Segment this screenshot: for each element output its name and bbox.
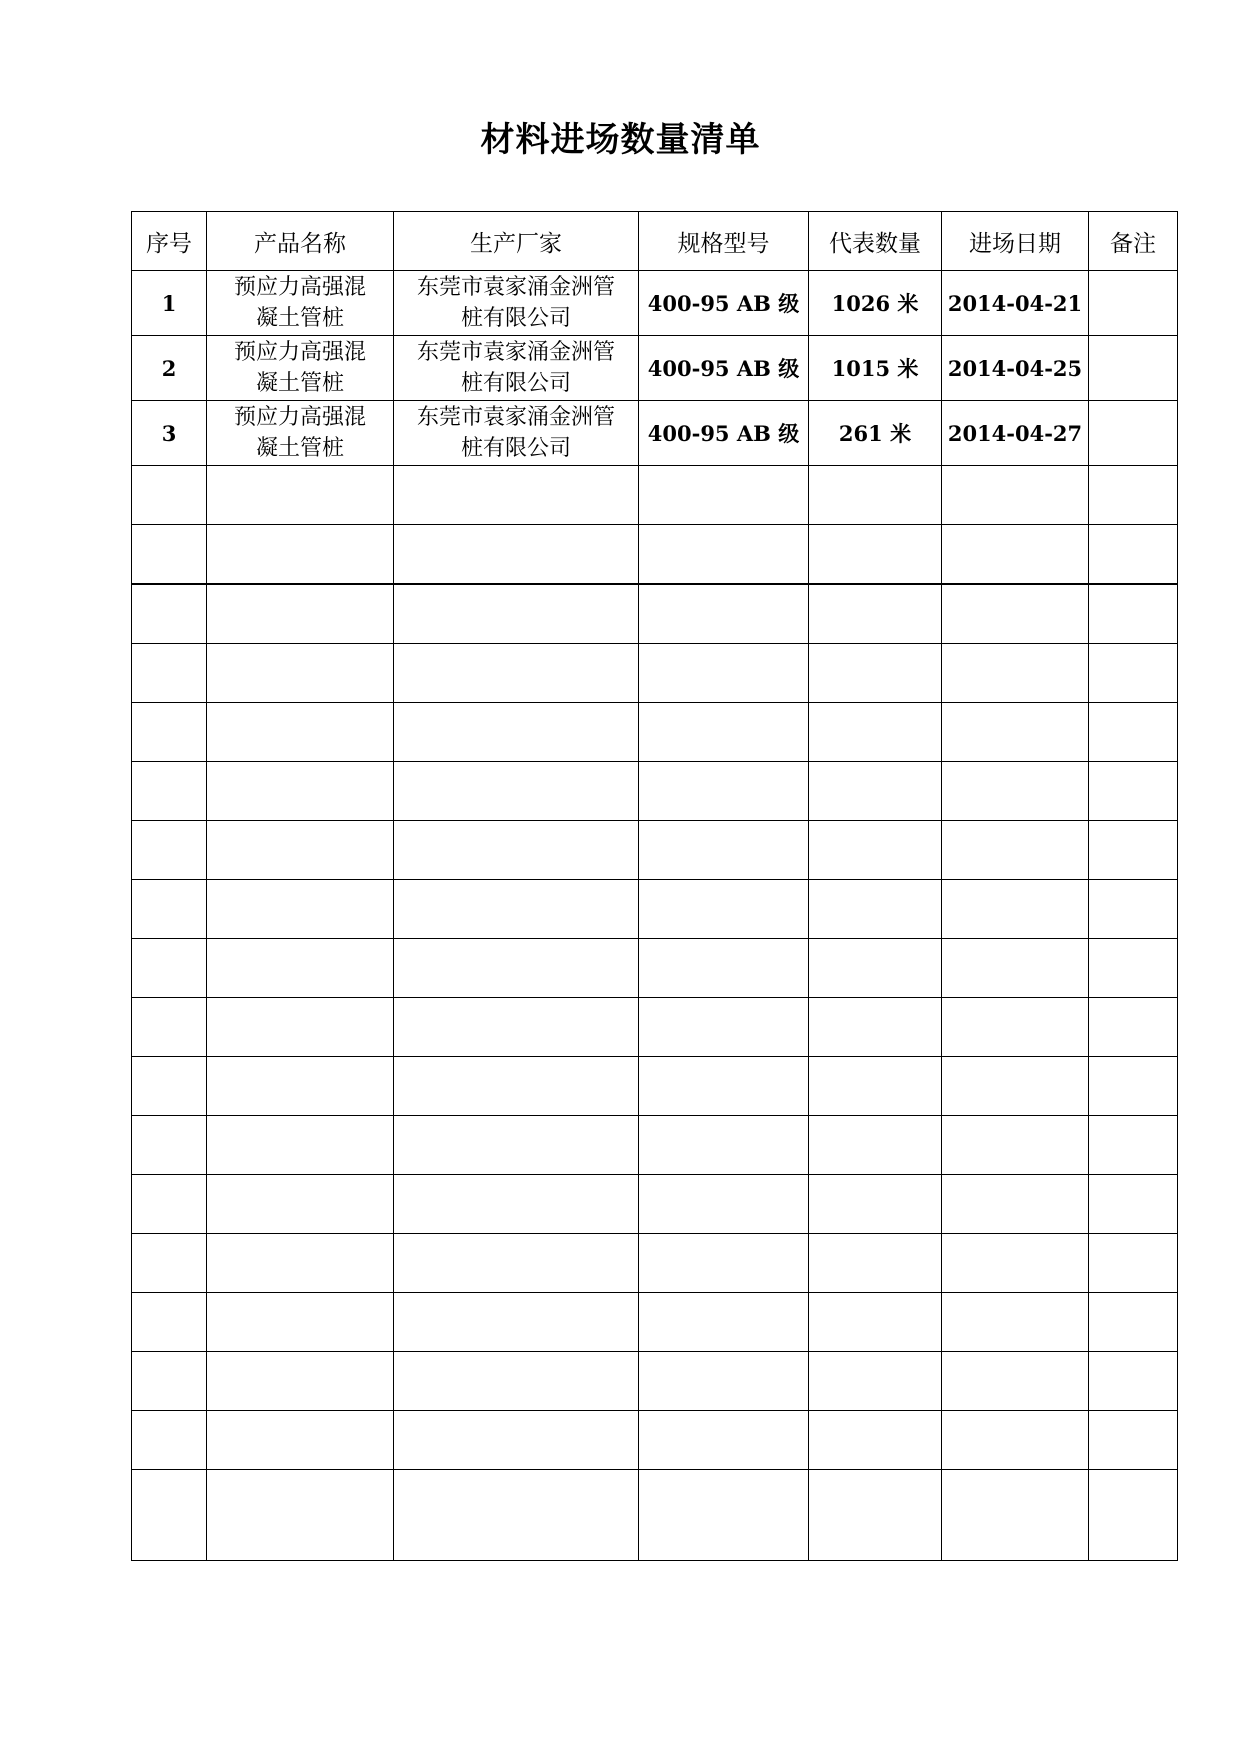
header-quantity: 代表数量 xyxy=(809,212,942,271)
empty-cell xyxy=(207,644,394,703)
empty-cell xyxy=(809,1470,942,1561)
empty-cell xyxy=(809,762,942,821)
empty-cell xyxy=(394,525,639,585)
cell-remark xyxy=(1089,336,1178,401)
empty-table-row xyxy=(132,584,1178,644)
empty-cell xyxy=(1089,939,1178,998)
empty-cell xyxy=(1089,525,1178,585)
empty-cell xyxy=(132,1411,207,1470)
empty-cell xyxy=(809,998,942,1057)
empty-cell xyxy=(809,1352,942,1411)
empty-cell xyxy=(207,762,394,821)
cell-date: 2014-04-25 xyxy=(942,336,1089,401)
empty-cell xyxy=(942,1470,1089,1561)
empty-cell xyxy=(639,1411,809,1470)
empty-cell xyxy=(132,1057,207,1116)
empty-table-row xyxy=(132,1116,1178,1175)
empty-cell xyxy=(639,762,809,821)
empty-cell xyxy=(207,1175,394,1234)
header-remark: 备注 xyxy=(1089,212,1178,271)
empty-cell xyxy=(207,1352,394,1411)
empty-cell xyxy=(132,584,207,644)
empty-table-row xyxy=(132,1352,1178,1411)
cell-remark xyxy=(1089,271,1178,336)
empty-cell xyxy=(394,1293,639,1352)
empty-cell xyxy=(809,821,942,880)
cell-index: 1 xyxy=(132,271,207,336)
empty-cell xyxy=(394,644,639,703)
table-row xyxy=(132,271,1178,336)
empty-cell xyxy=(809,644,942,703)
empty-table-row xyxy=(132,1411,1178,1470)
header-row xyxy=(132,212,1178,271)
cell-spec: 400-95 AB 级 xyxy=(639,271,809,336)
cell-remark xyxy=(1089,401,1178,466)
empty-cell xyxy=(207,466,394,525)
empty-table-row xyxy=(132,466,1178,525)
empty-cell xyxy=(809,1057,942,1116)
empty-cell xyxy=(639,1234,809,1293)
cell-product-text: 预应力高强混凝土管桩 xyxy=(233,405,366,461)
empty-cell xyxy=(207,1411,394,1470)
empty-table-row xyxy=(132,644,1178,703)
empty-cell xyxy=(394,821,639,880)
empty-cell xyxy=(132,525,207,585)
empty-cell xyxy=(132,1470,207,1561)
empty-cell xyxy=(207,880,394,939)
empty-cell xyxy=(207,703,394,762)
empty-cell xyxy=(1089,1293,1178,1352)
empty-cell xyxy=(942,1411,1089,1470)
empty-table-row xyxy=(132,998,1178,1057)
empty-cell xyxy=(207,998,394,1057)
empty-cell xyxy=(207,525,394,585)
empty-cell xyxy=(132,1175,207,1234)
empty-cell xyxy=(394,466,639,525)
empty-cell xyxy=(942,1175,1089,1234)
empty-cell xyxy=(809,1293,942,1352)
empty-cell xyxy=(1089,1234,1178,1293)
empty-cell xyxy=(639,821,809,880)
empty-cell xyxy=(809,880,942,939)
empty-cell xyxy=(132,1116,207,1175)
cell-product xyxy=(207,401,394,466)
empty-cell xyxy=(809,1411,942,1470)
header-product-name: 产品名称 xyxy=(207,212,394,271)
empty-cell xyxy=(207,1234,394,1293)
empty-cell xyxy=(207,1116,394,1175)
cell-quantity: 1026 米 xyxy=(809,271,942,336)
header-index: 序号 xyxy=(132,212,207,271)
empty-cell xyxy=(207,584,394,644)
empty-cell xyxy=(809,466,942,525)
empty-cell xyxy=(942,1057,1089,1116)
empty-cell xyxy=(1089,998,1178,1057)
empty-cell xyxy=(132,1293,207,1352)
header-manufacturer: 生产厂家 xyxy=(394,212,639,271)
empty-table-row xyxy=(132,880,1178,939)
empty-cell xyxy=(639,466,809,525)
empty-cell xyxy=(942,1116,1089,1175)
empty-cell xyxy=(942,1234,1089,1293)
empty-table-row xyxy=(132,821,1178,880)
empty-cell xyxy=(207,1470,394,1561)
empty-table-row xyxy=(132,525,1178,585)
empty-cell xyxy=(639,1057,809,1116)
cell-quantity: 1015 米 xyxy=(809,336,942,401)
empty-cell xyxy=(639,880,809,939)
empty-cell xyxy=(639,584,809,644)
cell-product xyxy=(207,271,394,336)
cell-quantity: 261 米 xyxy=(809,401,942,466)
empty-cell xyxy=(942,821,1089,880)
empty-cell xyxy=(132,939,207,998)
cell-product-text: 预应力高强混凝土管桩 xyxy=(233,275,366,331)
empty-cell xyxy=(942,525,1089,585)
empty-cell xyxy=(394,584,639,644)
empty-table-row xyxy=(132,1057,1178,1116)
cell-manufacturer xyxy=(394,336,639,401)
cell-product xyxy=(207,336,394,401)
empty-cell xyxy=(394,1411,639,1470)
empty-cell xyxy=(394,762,639,821)
empty-cell xyxy=(132,703,207,762)
cell-date: 2014-04-21 xyxy=(942,271,1089,336)
empty-cell xyxy=(942,644,1089,703)
empty-cell xyxy=(1089,1411,1178,1470)
empty-cell xyxy=(1089,466,1178,525)
empty-cell xyxy=(1089,1470,1178,1561)
cell-manufacturer xyxy=(394,271,639,336)
cell-index: 3 xyxy=(132,401,207,466)
empty-table-row xyxy=(132,1234,1178,1293)
empty-cell xyxy=(639,939,809,998)
table-row xyxy=(132,336,1178,401)
cell-manufacturer-text: 东莞市袁家涌金洲管桩有限公司 xyxy=(416,405,615,461)
cell-date: 2014-04-27 xyxy=(942,401,1089,466)
empty-cell xyxy=(809,1116,942,1175)
empty-cell xyxy=(942,762,1089,821)
empty-cell xyxy=(132,998,207,1057)
empty-table-row xyxy=(132,1470,1178,1561)
empty-cell xyxy=(1089,1057,1178,1116)
empty-cell xyxy=(132,762,207,821)
cell-index: 2 xyxy=(132,336,207,401)
empty-cell xyxy=(394,1116,639,1175)
empty-table-row xyxy=(132,703,1178,762)
empty-cell xyxy=(809,525,942,585)
cell-manufacturer-text: 东莞市袁家涌金洲管桩有限公司 xyxy=(416,275,615,331)
cell-manufacturer xyxy=(394,401,639,466)
empty-cell xyxy=(132,644,207,703)
empty-cell xyxy=(1089,762,1178,821)
empty-cell xyxy=(132,880,207,939)
cell-spec: 400-95 AB 级 xyxy=(639,336,809,401)
empty-cell xyxy=(132,821,207,880)
cell-manufacturer-text: 东莞市袁家涌金洲管桩有限公司 xyxy=(416,340,615,396)
empty-cell xyxy=(394,939,639,998)
cell-product-text: 预应力高强混凝土管桩 xyxy=(233,340,366,396)
empty-cell xyxy=(394,703,639,762)
empty-cell xyxy=(942,880,1089,939)
empty-cell xyxy=(809,939,942,998)
page-title: 材料进场数量清单 xyxy=(480,120,761,160)
empty-cell xyxy=(942,1293,1089,1352)
empty-cell xyxy=(942,466,1089,525)
cell-spec: 400-95 AB 级 xyxy=(639,401,809,466)
header-entry-date: 进场日期 xyxy=(942,212,1089,271)
empty-table-row xyxy=(132,1293,1178,1352)
empty-cell xyxy=(394,1057,639,1116)
empty-cell xyxy=(1089,880,1178,939)
empty-cell xyxy=(1089,1116,1178,1175)
empty-cell xyxy=(394,1352,639,1411)
empty-cell xyxy=(394,1470,639,1561)
empty-cell xyxy=(639,998,809,1057)
header-spec-model: 规格型号 xyxy=(639,212,809,271)
empty-cell xyxy=(809,584,942,644)
empty-cell xyxy=(639,1175,809,1234)
empty-cell xyxy=(639,1116,809,1175)
empty-cell xyxy=(639,644,809,703)
empty-cell xyxy=(132,466,207,525)
empty-cell xyxy=(1089,644,1178,703)
empty-cell xyxy=(207,939,394,998)
empty-cell xyxy=(809,703,942,762)
empty-cell xyxy=(639,525,809,585)
empty-cell xyxy=(207,1293,394,1352)
empty-cell xyxy=(207,1057,394,1116)
empty-table-row xyxy=(132,762,1178,821)
empty-cell xyxy=(394,1175,639,1234)
empty-cell xyxy=(394,998,639,1057)
empty-cell xyxy=(132,1352,207,1411)
empty-table-row xyxy=(132,1175,1178,1234)
empty-cell xyxy=(942,703,1089,762)
empty-cell xyxy=(1089,1352,1178,1411)
material-entry-table xyxy=(131,211,1178,1561)
empty-cell xyxy=(394,1234,639,1293)
empty-cell xyxy=(1089,1175,1178,1234)
empty-cell xyxy=(1089,584,1178,644)
empty-cell xyxy=(1089,821,1178,880)
empty-cell xyxy=(1089,703,1178,762)
empty-cell xyxy=(132,1234,207,1293)
empty-cell xyxy=(394,880,639,939)
empty-cell xyxy=(942,584,1089,644)
empty-cell xyxy=(639,1470,809,1561)
empty-cell xyxy=(639,1293,809,1352)
empty-cell xyxy=(942,1352,1089,1411)
empty-cell xyxy=(942,939,1089,998)
empty-cell xyxy=(942,998,1089,1057)
empty-cell xyxy=(207,821,394,880)
table-row xyxy=(132,401,1178,466)
empty-cell xyxy=(809,1175,942,1234)
empty-table-row xyxy=(132,939,1178,998)
empty-cell xyxy=(639,703,809,762)
empty-cell xyxy=(639,1352,809,1411)
empty-cell xyxy=(809,1234,942,1293)
